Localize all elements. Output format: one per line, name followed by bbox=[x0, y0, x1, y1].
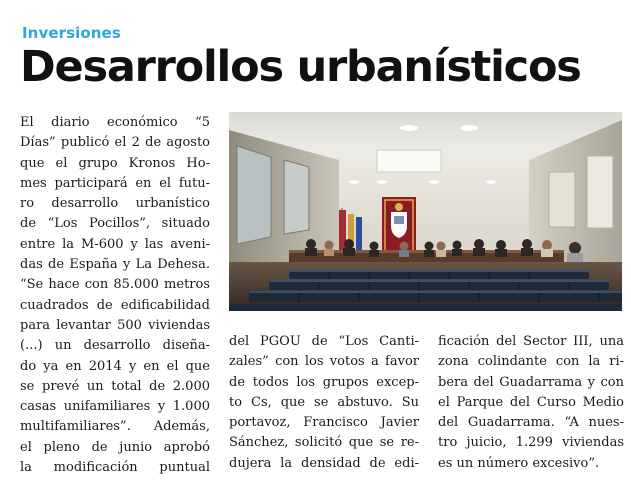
council-chamber-photo bbox=[229, 112, 622, 311]
text-line: de todos los grupos excep- bbox=[229, 374, 419, 390]
article-headline: Desarrollos urbanísticos bbox=[20, 42, 581, 92]
text-column-3 bbox=[438, 332, 624, 474]
text-line: zales” con los votos a favor bbox=[229, 354, 419, 370]
text-line: para levantar 500 viviendas bbox=[20, 317, 210, 333]
text-line: das de España y La Dehesa. bbox=[20, 257, 210, 273]
text-line: “Se hace con 85.000 metros bbox=[20, 277, 210, 293]
text-line: el Parque del Curso Medio bbox=[438, 394, 624, 410]
text-line: do ya en 2014 y en el que bbox=[20, 358, 210, 374]
text-line: (...) un desarrollo diseña- bbox=[20, 338, 210, 354]
text-line: del PGOU de “Los Canti- bbox=[229, 334, 419, 349]
text-line: mes participará en el futu- bbox=[20, 175, 210, 191]
text-line: el pleno de junio aprobó bbox=[20, 439, 210, 455]
text-line: es un número excesivo”. bbox=[438, 455, 600, 471]
text-line: tro juicio, 1.299 viviendas bbox=[438, 435, 624, 451]
article-kicker: Inversiones bbox=[22, 24, 121, 42]
text-line: bera del Guadarrama y con bbox=[438, 374, 624, 390]
text-line: dujera la densidad de edi- bbox=[229, 455, 419, 471]
text-column-2 bbox=[229, 332, 419, 474]
text-line: cuadrados de edificabilidad bbox=[20, 297, 210, 313]
text-line: casas unifamiliares y 1.000 bbox=[20, 399, 210, 415]
text-line: zona colindante con la ri- bbox=[438, 354, 624, 370]
text-line: entre la M-600 y las aveni- bbox=[20, 236, 210, 252]
text-column-1 bbox=[20, 113, 210, 478]
text-line: Sánchez, solicitó que se re- bbox=[229, 435, 419, 451]
text-line: portavoz, Francisco Javier bbox=[229, 415, 419, 431]
text-line: ficación del Sector III, una bbox=[438, 334, 624, 349]
text-line: la modificación puntual bbox=[20, 460, 210, 476]
text-line: del Guadarrama. “A nues- bbox=[438, 415, 624, 431]
text-line: El diario económico “5 bbox=[20, 115, 210, 130]
text-line: Días” publicó el 2 de agosto bbox=[20, 135, 210, 151]
text-line: to Cs, que se abstuvo. Su bbox=[229, 394, 419, 410]
text-line: ro desarrollo urbanístico bbox=[20, 196, 210, 212]
text-line: de “Los Pocillos”, situado bbox=[20, 216, 210, 232]
text-line: que el grupo Kronos Ho- bbox=[20, 155, 210, 171]
text-line: multifamiliares”. Además, bbox=[20, 419, 210, 435]
text-line: se prevé un total de 2.000 bbox=[20, 378, 210, 394]
